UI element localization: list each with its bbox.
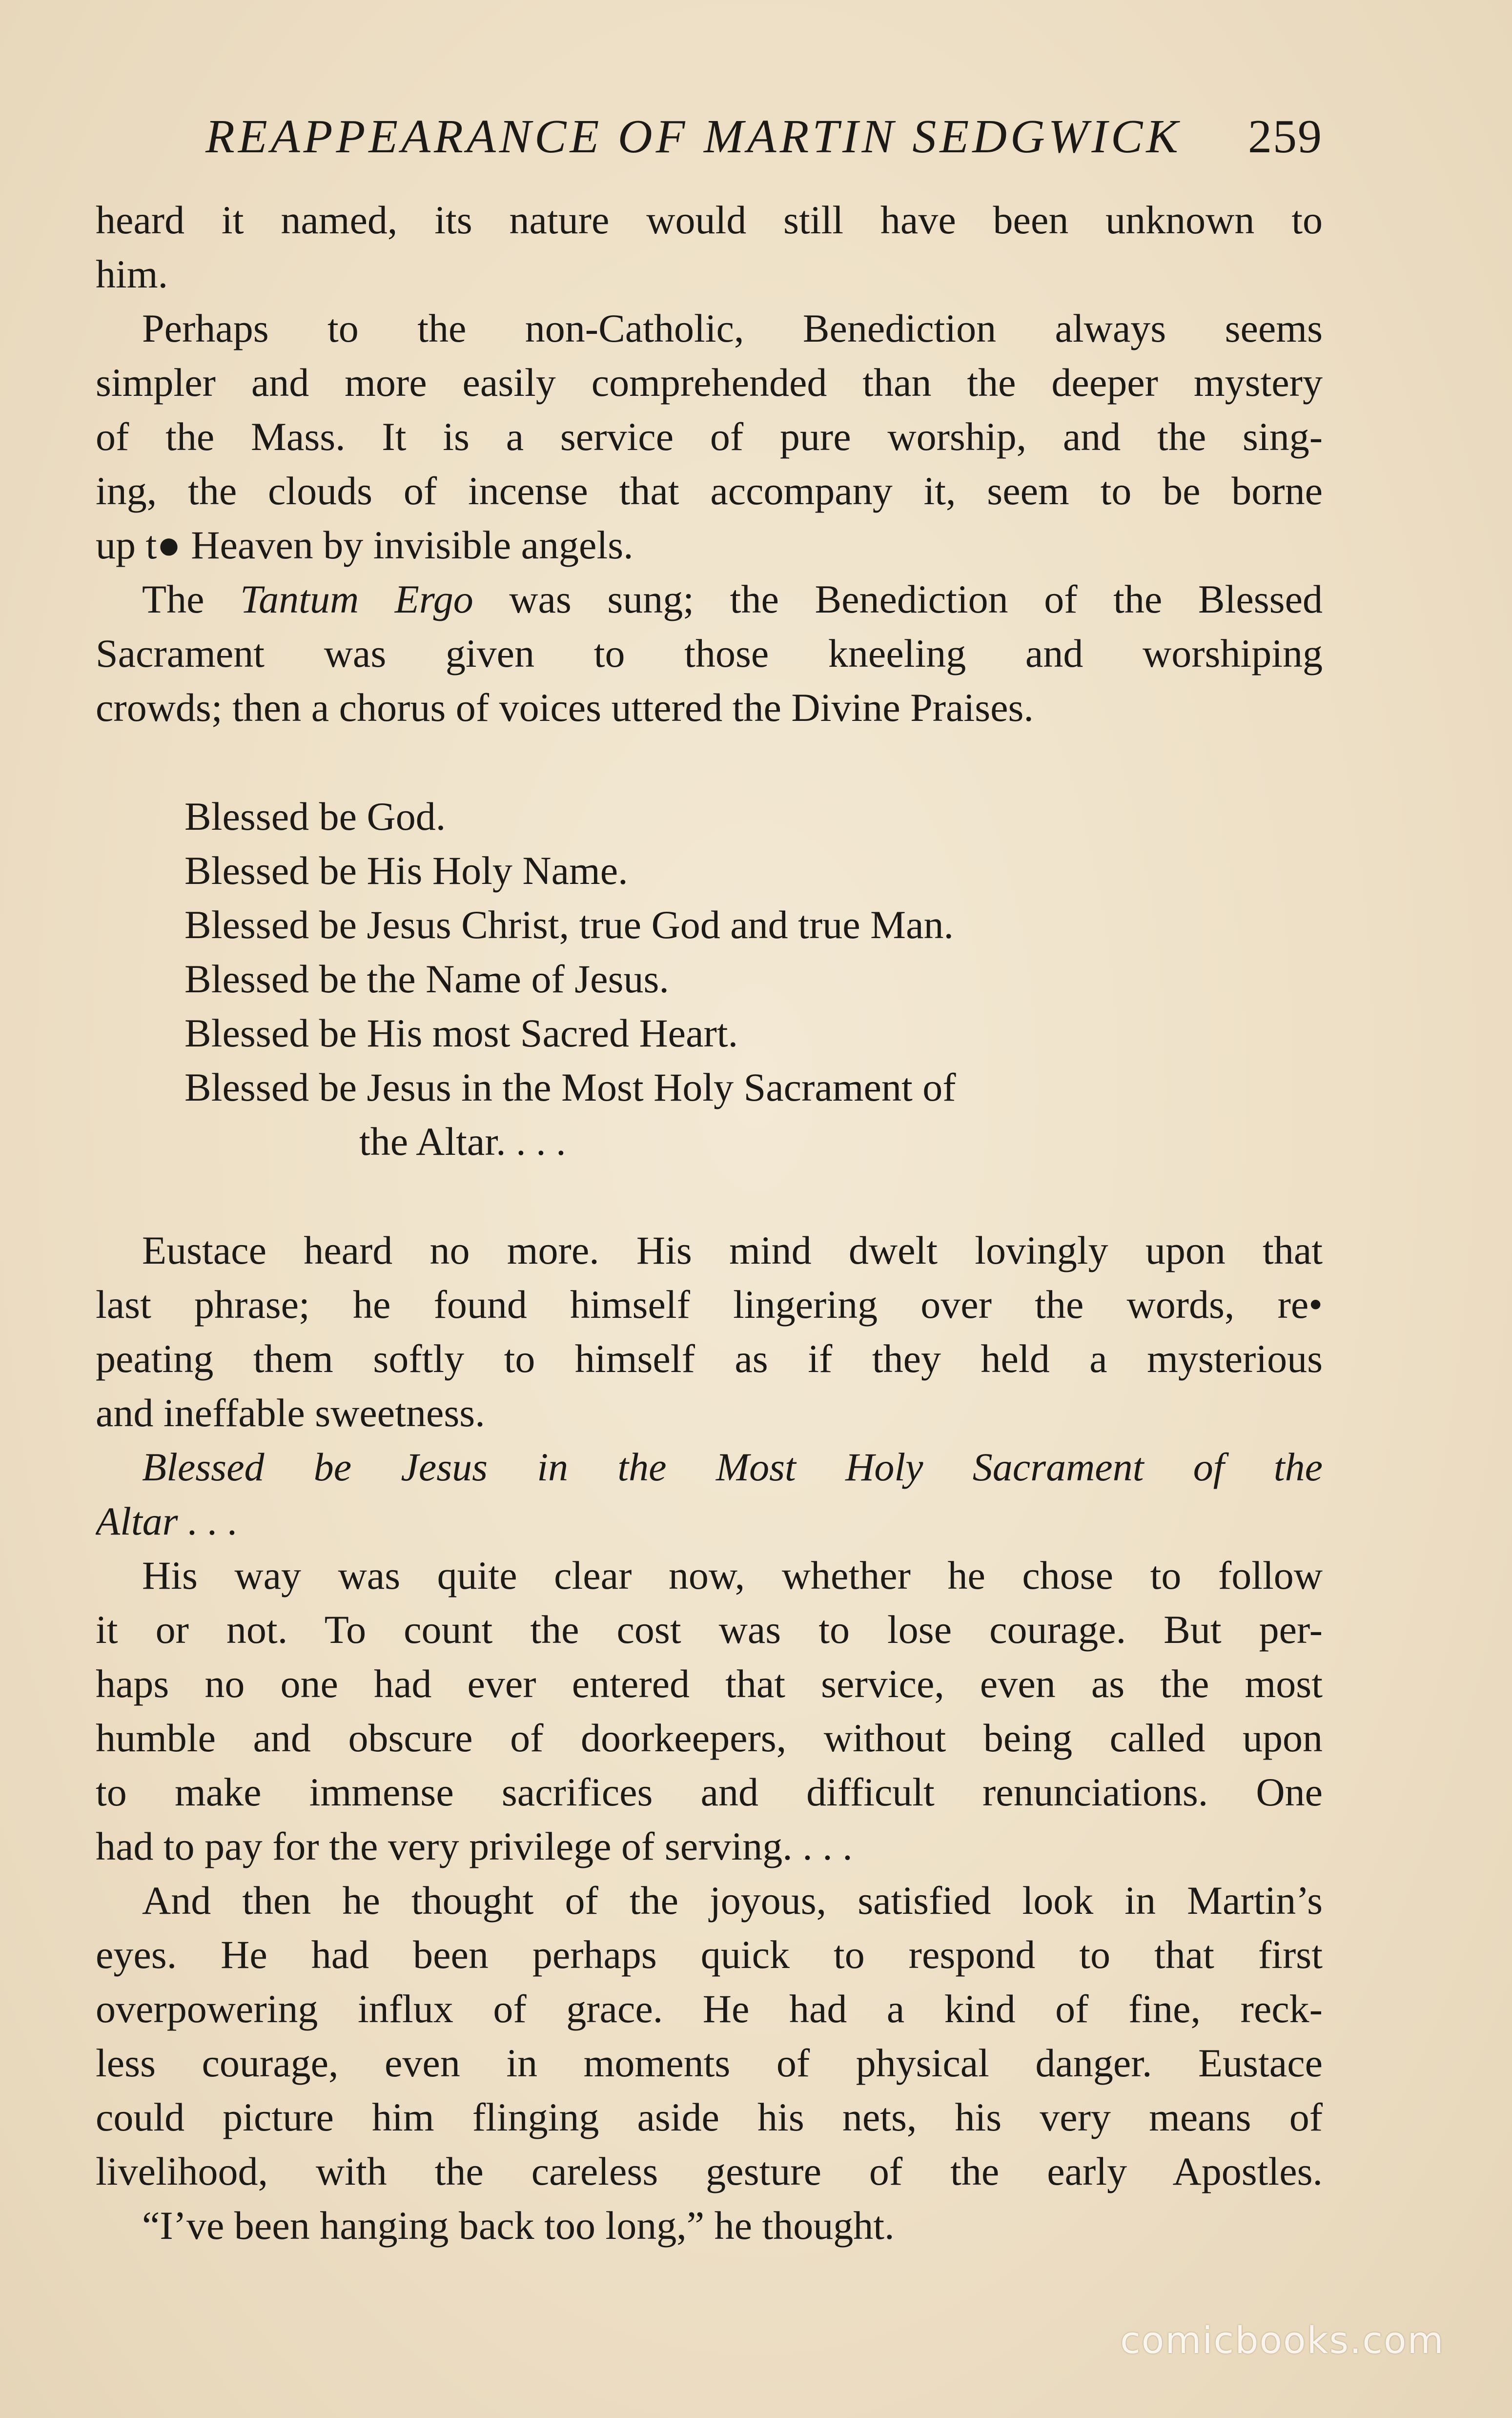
verse-line: Blessed be God. xyxy=(184,794,446,839)
text-line: simpler and more easily comprehended than the deeper mystery xyxy=(96,360,1323,405)
text-line: humble and obscure of doorkeepers, without being called upon xyxy=(96,1716,1323,1760)
text-line: less courage, even in moments of physical danger. Eustace xyxy=(96,2041,1323,2085)
text-line: ing, the clouds of incense that accompany it, seem to be borne xyxy=(96,469,1323,513)
verse-line: Blessed be His most Sacred Heart. xyxy=(184,1011,738,1055)
text-line: to make immense sacrifices and difficult renunciations. One xyxy=(96,1770,1323,1814)
text-line: could picture him flinging aside his nets, his very means of xyxy=(96,2095,1323,2139)
italic-title: Tantum Ergo xyxy=(240,577,473,621)
text-line: haps no one had ever entered that service, even as the most xyxy=(96,1661,1323,1706)
text-line: him. xyxy=(96,252,168,296)
text-line: heard it named, its nature would still have been unknown to xyxy=(96,198,1323,242)
stanza-break xyxy=(96,1168,1323,1223)
text-fragment: The xyxy=(142,577,241,621)
verse-line: Blessed be the Name of Jesus. xyxy=(184,957,669,1001)
text-line: peating them softly to himself as if they held a mysterious xyxy=(96,1336,1323,1381)
italic-quote-line: Altar . . . xyxy=(96,1499,238,1543)
page-number: 259 xyxy=(1248,110,1323,163)
text-line: Sacrament was given to those kneeling and worshiping xyxy=(96,631,1323,676)
text-line: of the Mass. It is a service of pure worship, and the sing- xyxy=(96,414,1323,459)
italic-quote-line: Blessed be Jesus in the Most Holy Sacrament of the xyxy=(142,1445,1323,1489)
text-line: crowds; then a chorus of voices uttered the Divine Praises. xyxy=(96,685,1034,730)
verse-line: the Altar. . . . xyxy=(359,1119,566,1164)
text-line-mixed xyxy=(96,572,1323,626)
text-line: His way was quite clear now, whether he chose to follow xyxy=(142,1553,1323,1598)
text-line: up t● Heaven by invisible angels. xyxy=(96,523,633,567)
text-line: “I’ve been hanging back too long,” he thought. xyxy=(142,2203,895,2248)
text-line: had to pay for the very privilege of serving. . . . xyxy=(96,1824,853,1868)
body-text xyxy=(96,193,1323,2253)
text-line: Eustace heard no more. His mind dwelt lovingly upon that xyxy=(142,1228,1323,1272)
verse-line: Blessed be His Holy Name. xyxy=(184,848,628,893)
verse-line: Blessed be Jesus in the Most Holy Sacrament of xyxy=(184,1065,956,1109)
text-line: Perhaps to the non-Catholic, Benediction always seems xyxy=(142,306,1323,350)
watermark: comicbooks.com xyxy=(1120,2318,1445,2362)
running-head xyxy=(96,105,1323,168)
text-fragment: was sung; the Benediction of the Blessed xyxy=(473,577,1323,621)
text-line: eyes. He had been perhaps quick to respond to that first xyxy=(96,1932,1323,1977)
text-line: and ineffable sweetness. xyxy=(96,1391,485,1435)
text-line: overpowering influx of grace. He had a kind of fine, reck- xyxy=(96,1987,1323,2031)
text-line: last phrase; he found himself lingering over the words, re• xyxy=(96,1282,1323,1327)
text-line: And then he thought of the joyous, satisfied look in Martin’s xyxy=(142,1878,1323,1923)
running-title: REAPPEARANCE OF MARTIN SEDGWICK xyxy=(205,110,1182,163)
verse-line: Blessed be Jesus Christ, true God and true Man. xyxy=(184,902,954,947)
text-line: it or not. To count the cost was to lose courage. But per- xyxy=(96,1607,1323,1652)
text-line: livelihood, with the careless gesture of the early Apostles. xyxy=(96,2149,1323,2193)
stanza-break xyxy=(96,735,1323,789)
